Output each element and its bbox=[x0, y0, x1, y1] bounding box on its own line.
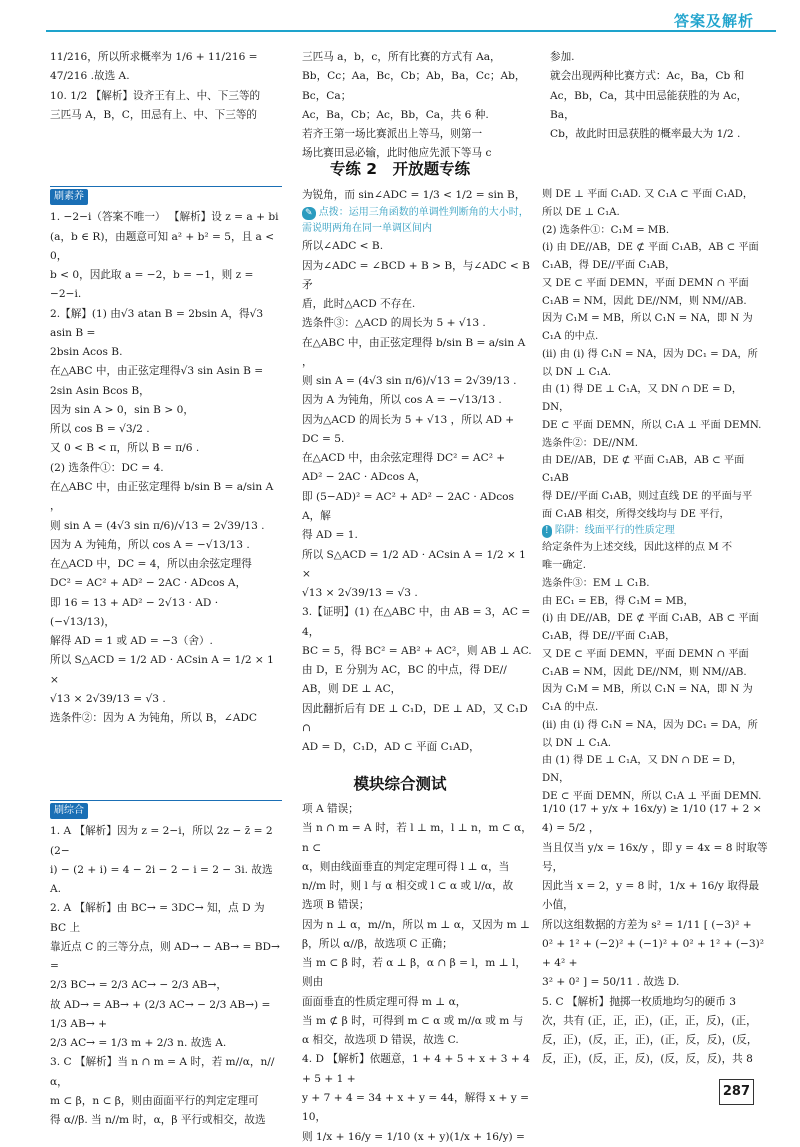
tip-text: 点拨：运用三角函数的单调性判断角的大小时，需说明两角在同一单调区间内 bbox=[302, 207, 529, 235]
trap-text: 陷阱：线面平行的性质定理 bbox=[554, 525, 675, 537]
text-line: DE ⊂ 平面 DEMN，所以 C₁A ⊥ 平面 DEMN. bbox=[542, 419, 762, 431]
text-line: 2/3 BC→ = 2/3 AC→ − 2/3 AB→， bbox=[50, 979, 227, 992]
text-line: C₁A 的中点. bbox=[542, 331, 599, 342]
text-line: 所以 DE ⊥ C₁A. bbox=[542, 206, 620, 218]
text-line: √13 × 2√39/13 = √3 . bbox=[50, 692, 166, 705]
text-line: C₁AB = NM，因此 DE//NM，则 NM//AB. bbox=[542, 295, 747, 307]
s1-left-column bbox=[50, 186, 282, 756]
text-line: 10. 1/2 【解析】设齐王有上、中、下三等的 bbox=[50, 89, 261, 102]
text-line: 次，共有 (正，正，正)，(正，正，反)，(正， bbox=[542, 1014, 757, 1027]
header-divider bbox=[46, 30, 776, 32]
text-line: 靠近点 C 的三等分点，则 AD→ − AB→ = BD→ = bbox=[50, 940, 280, 973]
text-line: 参加. bbox=[550, 51, 575, 63]
text-line: 面 C₁AB 相交，所得交线均与 DE 平行， bbox=[542, 508, 730, 520]
text-line: AB，则 DE ⊥ AC， bbox=[302, 683, 402, 696]
text-line: 11/216，所以所求概率为 1/6 + 11/216 = 47/216 .故选 A. bbox=[50, 51, 258, 83]
text-line: 即 16 = 13 + AD² − 2√13 · AD · (−√13/13)， bbox=[50, 596, 219, 628]
text-line: 因为 C₁M = MB，所以 C₁N = NA，即 N 为 bbox=[542, 684, 753, 696]
text-line: 所以 cos B = √3/2 . bbox=[50, 423, 150, 436]
section-tag: 刷综合 bbox=[50, 803, 88, 819]
text-line: 当且仅当 y/x = 16x/y ，即 y = 4x = 8 时取等号， bbox=[542, 841, 768, 873]
text-line: i) − (2 + i) = 4 − 2i − 2 − i = 2 − 3i. 故选 A. bbox=[50, 863, 273, 896]
text-line: 在△ACD 中，DC = 4，所以由余弦定理得 bbox=[50, 558, 252, 571]
text-line: 因为△ACD 的周长为 5 + √13 ，所以 AD + bbox=[302, 413, 515, 426]
text-line: 则 sin A = (4√3 sin π/6)/√13 = 2√39/13 . bbox=[302, 375, 517, 388]
text-line: (i) 由 DE//AB，DE ⊄ 平面 C₁AB，AB ⊂ 平面 bbox=[542, 613, 759, 625]
text-line: 即 (5−AD)² = AC² + AD² − 2AC · ADcos A，解 bbox=[302, 490, 514, 522]
text-line: 由 D，E 分别为 AC，BC 的中点，得 DE// bbox=[302, 664, 507, 677]
text-line: 1. A 【解析】因为 z = 2−i，所以 2z − z̄ = 2 (2− bbox=[50, 825, 273, 857]
top-middle-column bbox=[302, 48, 534, 160]
text-line: 所以这组数据的方差为 s² = 1/11 [ (−3)² + bbox=[542, 918, 752, 931]
text-line: 由 EC₁ = EB，得 C₁M = MB， bbox=[542, 595, 694, 607]
text-line: 2bsin Acos B. bbox=[50, 346, 123, 359]
text-line: 又 DE ⊂ 平面 DEMN，平面 DEMN ∩ 平面 bbox=[542, 648, 749, 660]
text-line: β，所以 α//β，故选项 C 正确； bbox=[302, 937, 453, 950]
text-line: 2sin Asin Bcos B， bbox=[50, 384, 150, 397]
text-line: 则 sin A = (4√3 sin π/6)/√13 = 2√39/13 . bbox=[50, 519, 265, 532]
text-line: 选条件③：△ACD 的周长为 5 + √13 . bbox=[302, 317, 486, 330]
text-line: (2) 选条件①：C₁M = MB. bbox=[542, 224, 670, 236]
text-line: 因此翻折后有 DE ⊥ C₁D，DE ⊥ AD，又 C₁D ∩ bbox=[302, 702, 528, 734]
text-line: 在△ABC 中，由正弦定理得 b/sin B = a/sin A ， bbox=[50, 480, 274, 513]
text-line: 场比赛田忌必输，此时他应先派下等马 c bbox=[302, 147, 492, 160]
text-line: α，则由线面垂直的判定定理可得 l ⊥ α，当 bbox=[302, 860, 510, 873]
page-number: 287 bbox=[719, 1079, 754, 1105]
text-line: DC² = AC² + AD² − 2AC · ADcos A， bbox=[50, 577, 247, 590]
text-line: C₁AB = NM，因此 DE//NM，则 NM//AB. bbox=[542, 666, 747, 678]
text-line: 5. C 【解析】抛掷一枚质地均匀的硬币 3 bbox=[542, 995, 736, 1008]
text-line: 因为∠ADC = ∠BCD + B > B，与∠ADC < B 矛 bbox=[302, 259, 530, 291]
s2-right-column bbox=[542, 800, 768, 1070]
text-line: 3. C 【解析】当 n ∩ m = A 时，若 m//α，n//α， bbox=[50, 1056, 275, 1088]
s1-middle-column bbox=[302, 186, 534, 756]
s1-right-column bbox=[542, 186, 768, 802]
text-line: 以 DN ⊥ C₁A. bbox=[542, 366, 612, 378]
top-right-column bbox=[550, 48, 765, 142]
text-line: 当 m ⊄ β 时，可得到 m ⊂ α 或 m//α 或 m 与 bbox=[302, 1014, 524, 1027]
text-line: 2. A 【解析】由 BC→ = 3DC→ 知，点 D 为 BC 上 bbox=[50, 902, 265, 934]
text-line: n//m 时，则 l 与 α 相交或 l ⊂ α 或 l//α，故 bbox=[302, 880, 514, 893]
text-line: 选项 B 错误； bbox=[302, 899, 370, 912]
text-line: 4. D 【解析】依题意，1 + 4 + 5 + x + 3 + 4 + 5 + 1 + bbox=[302, 1053, 530, 1085]
text-line: 三匹马 A，B，C，田忌有上、中、下三等的 bbox=[50, 108, 258, 121]
tip-icon: ✎ bbox=[302, 207, 316, 220]
top-left-column bbox=[50, 48, 282, 142]
text-line: 又 DE ⊂ 平面 DEMN，平面 DEMN ∩ 平面 bbox=[542, 277, 749, 289]
text-line: 给定条件为上述交线，因此这样的点 M 不 bbox=[542, 542, 733, 554]
text-line: 则 1/x + 16/y = 1/10 (x + y)(1/x + 16/y) = bbox=[302, 1130, 525, 1143]
section-title: 专练 2 开放题专练 bbox=[329, 160, 471, 178]
text-line: (2) 选条件①：DC = 4. bbox=[50, 461, 164, 474]
trap-icon: ! bbox=[542, 525, 552, 538]
s2-middle-column bbox=[302, 800, 534, 1143]
text-line: 反，正)，(反，正，正)，(正，反，反)，(反， bbox=[542, 1034, 758, 1047]
text-line: 反，正)，(反，正，反)，(反，反，反)，共 8 bbox=[542, 1053, 753, 1066]
text-line: 故 AD→ = AB→ + (2/3 AC→ − 2/3 AB→) = 1/3 AB→ + bbox=[50, 998, 271, 1030]
text-line: 1/10 (17 + y/x + 16x/y) ≥ 1/10 (17 + 2 × 4) = 5/2 ， bbox=[542, 803, 762, 835]
s2-left-column bbox=[50, 800, 282, 1127]
text-line: Cb，故此时田忌获胜的概率最大为 1/2 . bbox=[550, 128, 741, 141]
text-line: 盾，此时△ACD 不存在. bbox=[302, 298, 416, 311]
text-line: 所以 S△ACD = 1/2 AD · ACsin A = 1/2 × 1 × bbox=[302, 548, 526, 580]
text-line: √13 × 2√39/13 = √3 . bbox=[302, 587, 418, 600]
text-line: 因为 C₁M = MB，所以 C₁N = NA，即 N 为 bbox=[542, 313, 753, 325]
text-line: 又 0 < B < π，所以 B = π/6 . bbox=[50, 442, 200, 455]
text-line: 因此当 x = 2，y = 8 时，1/x + 16/y 取得最小值， bbox=[542, 880, 760, 912]
text-line: α 相交，故选项 D 错误，故选 C. bbox=[302, 1034, 459, 1047]
text-line: 2.【解】(1) 由√3 atan B = 2bsin A，得√3 asin B = bbox=[50, 307, 264, 339]
text-line: 解得 AD = 1 或 AD = −3（舍）. bbox=[50, 635, 213, 648]
text-line: 所以∠ADC < B. bbox=[302, 240, 384, 253]
text-line: m ⊂ β，n ⊂ β，则由面面平行的判定定理可 bbox=[50, 1094, 259, 1107]
text-line: (ii) 由 (i) 得 C₁N = NA，因为 DC₁ = DA，所 bbox=[542, 719, 758, 731]
text-line: y + 7 + 4 = 34 + x + y = 44，解得 x + y = 10， bbox=[302, 1091, 530, 1124]
text-line: 得 DE//平面 C₁AB，则过直线 DE 的平面与平 bbox=[542, 490, 753, 502]
text-line: 3² + 0² ] = 50/11 . 故选 D. bbox=[542, 976, 680, 989]
text-line: 为锐角，而 sin∠ADC = 1/3 < 1/2 = sin B， bbox=[302, 189, 526, 201]
text-line: DE ⊂ 平面 DEMN，所以 C₁A ⊥ 平面 DEMN. bbox=[542, 790, 762, 802]
text-line: 得 AD = 1. bbox=[302, 529, 358, 542]
text-line: 选条件②：因为 A 为钝角，所以 B，∠ADC bbox=[50, 712, 257, 725]
text-line: 由 (1) 得 DE ⊥ C₁A，又 DN ∩ DE = D，DN， bbox=[542, 755, 743, 784]
trap-note bbox=[542, 523, 768, 539]
text-line: 0² + 1² + (−2)² + (−1)² + 0² + 1² + (−3)² + 4² + bbox=[542, 937, 765, 970]
text-line: Ac，Bb，Ca，其中田忌能获胜的为 Ac，Ba， bbox=[550, 89, 748, 121]
text-line: 选条件③：EM ⊥ C₁B. bbox=[542, 577, 650, 589]
text-line: 当 n ∩ m = A 时，若 l ⊥ m，l ⊥ n，m ⊂ α，n ⊂ bbox=[302, 822, 532, 854]
text-line: 当 m ⊂ β 时，若 α ⊥ β，α ∩ β = l，m ⊥ l，则由 bbox=[302, 957, 527, 989]
header-title: 答案及解析 bbox=[673, 12, 754, 30]
text-line: (a，b ∈ R)，由题意可知 a² + b² = 5，且 a < 0， bbox=[50, 230, 275, 262]
text-line: 若齐王第一场比赛派出上等马，则第一 bbox=[302, 128, 483, 141]
text-line: 就会出现两种比赛方式：Ac，Ba，Cb 和 bbox=[550, 70, 745, 83]
text-line: 因为 sin A > 0，sin B > 0， bbox=[50, 403, 194, 416]
text-line: 3.【证明】(1) 在△ABC 中，由 AB = 3，AC = 4， bbox=[302, 606, 531, 638]
text-line: (i) 由 DE//AB，DE ⊄ 平面 C₁AB，AB ⊂ 平面 bbox=[542, 242, 759, 254]
text-line: (ii) 由 (i) 得 C₁N = NA，因为 DC₁ = DA，所 bbox=[542, 348, 758, 360]
section-tag: 刷素养 bbox=[50, 189, 88, 205]
text-line: 因为 A 为钝角，所以 cos A = −√13/13 . bbox=[50, 538, 250, 551]
text-line: 1. −2−i（答案不唯一） 【解析】设 z = a + bi bbox=[50, 211, 279, 224]
text-line: 选条件②：DE//NM. bbox=[542, 437, 638, 449]
text-line: 项 A 错误； bbox=[302, 803, 359, 815]
text-line: AD² − 2AC · ADcos A， bbox=[302, 471, 427, 484]
text-line: 由 DE//AB，DE ⊄ 平面 C₁AB，AB ⊂ 平面 C₁AB bbox=[542, 455, 745, 484]
text-line: AD = D，C₁D，AD ⊂ 平面 C₁AD， bbox=[302, 741, 480, 754]
text-line: 得 α//β. 当 n//m 时，α，β 平行或相交，故选 bbox=[50, 1114, 266, 1127]
text-line: 由 (1) 得 DE ⊥ C₁A，又 DN ∩ DE = D，DN， bbox=[542, 384, 743, 413]
text-line: 2/3 AC→ = 1/3 m + 2/3 n. 故选 A. bbox=[50, 1037, 227, 1050]
section-title: 模块综合测试 bbox=[353, 775, 447, 793]
text-line: C₁AB，得 DE//平面 C₁AB， bbox=[542, 260, 676, 271]
text-line: 唯一确定. bbox=[542, 560, 586, 571]
text-line: Bb，Cc；Aa，Bc，Cb；Ab，Ba，Cc；Ab，Bc，Ca； bbox=[302, 70, 526, 102]
text-line: Ac，Ba，Cb；Ac，Bb，Ca，共 6 种. bbox=[302, 108, 489, 121]
text-line: 面面垂直的性质定理可得 m ⊥ α， bbox=[302, 995, 467, 1008]
text-line: C₁A 的中点. bbox=[542, 702, 599, 713]
text-line: 在△ABC 中，由正弦定理得√3 sin Asin B = bbox=[50, 365, 264, 378]
text-line: 所以 S△ACD = 1/2 AD · ACsin A = 1/2 × 1 × bbox=[50, 654, 274, 686]
text-line: DC = 5. bbox=[302, 432, 345, 445]
tip-note bbox=[302, 205, 534, 237]
text-line: C₁AB，得 DE//平面 C₁AB， bbox=[542, 631, 676, 642]
text-line: BC = 5，得 BC² = AB² + AC²，则 AB ⊥ AC. bbox=[302, 644, 532, 657]
text-line: 以 DN ⊥ C₁A. bbox=[542, 737, 612, 749]
text-line: b < 0，因此取 a = −2，b = −1，则 z = −2−i. bbox=[50, 269, 254, 301]
text-line: 因为 A 为钝角，所以 cos A = −√13/13 . bbox=[302, 394, 502, 407]
text-line: 因为 n ⊥ α，m//n，所以 m ⊥ α，又因为 m ⊥ bbox=[302, 918, 530, 931]
text-line: 则 DE ⊥ 平面 C₁AD. 又 C₁A ⊂ 平面 C₁AD， bbox=[542, 189, 754, 200]
text-line: 三匹马 a，b，c，所有比赛的方式有 Aa， bbox=[302, 51, 501, 63]
text-line: 在△ACD 中，由余弦定理得 DC² = AC² + bbox=[302, 452, 506, 465]
text-line: 在△ABC 中，由正弦定理得 b/sin B = a/sin A ， bbox=[302, 336, 526, 368]
